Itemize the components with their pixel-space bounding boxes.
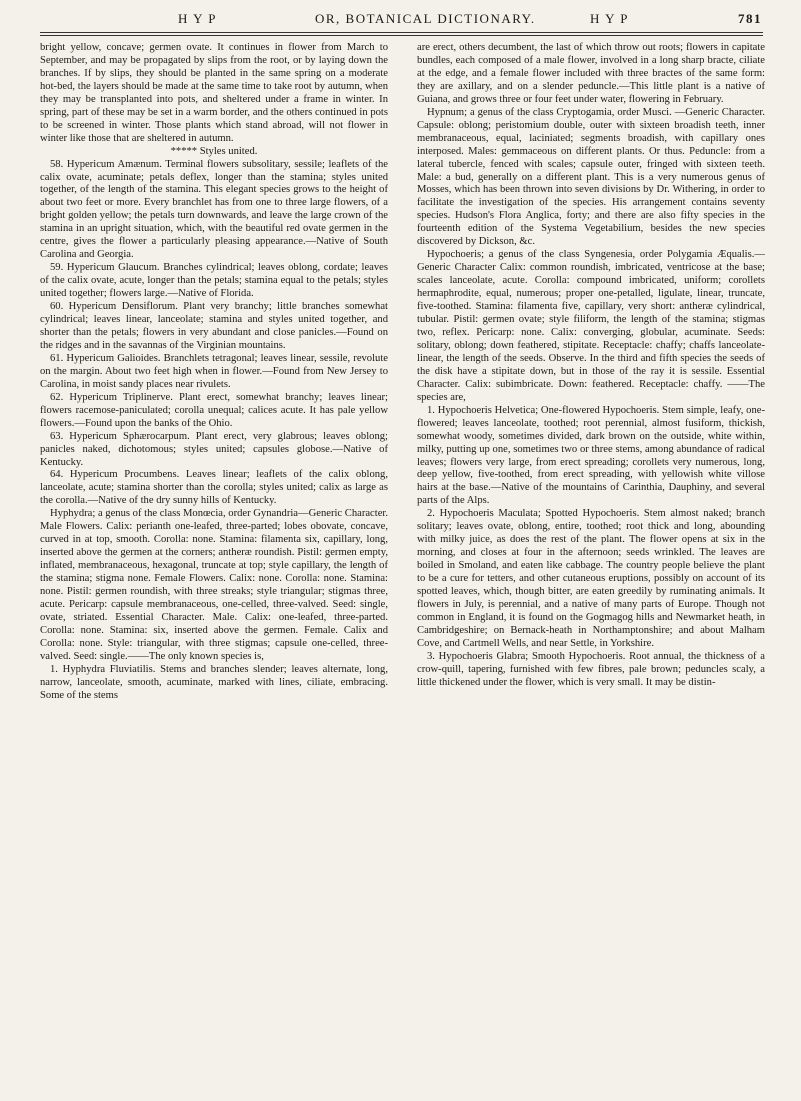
paragraph: 62. Hypericum Triplinerve. Plant erect, somewhat branchy; leaves linear; flowers racemose-paniculated; corolla unequal; calices acute. It has pale yellow flowers.—Found upon the banks of the Ohio. xyxy=(40,391,388,429)
section-heading: ***** Styles united. xyxy=(170,145,258,157)
paragraph: Hypnum; a genus of the class Cryptogamia, order Musci. —Generic Character. Capsule: oblong; peristomium double, outer with sixteen broadish teeth, inner membranaceous, equal, laciniated; segments broadish, with capillary ones interposed. Males: gemmaceous on different plants. Or thus. Peduncle: from a lateral tubercle, fenced with scales; capsule outer, fringed with sixteen teeth. Male: a bud, generally on a different plant. This is a very numerous genus of Mosses, which has been thrown into seven divisions by Dr. Withering, in order to facilitate the investigation of the species. His arrangement contains seventy species. Hudson's Flora Anglica, forty; and there are also fifty species in the fourteenth edition of the Systema Vegetabilium, besides the new species discovered by Dickson, &c. xyxy=(417,106,765,248)
paragraph: 3. Hypochoeris Glabra; Smooth Hypochoeris. Root annual, the thickness of a crow-quill, tapering, furnished with few fibres, pale brown; peduncles scaly, a little thickened under the flower, which is very small. It may be distin- xyxy=(417,650,765,688)
paragraph: Hypochoeris; a genus of the class Syngenesia, order Polygamia Æqualis.—Generic Character Calix: common roundish, imbricated, ventricose at the base; scales lanceolate, acute. Corolla: compound imbricated, uniform; corollets hermaphrodite, equal, numerous; proper one-petalled, ligulate, linear, truncate, five-toothed. Stamina: filamenta five, capillary, very short: antheræ cylindrical, tubular. Pistil: germen ovate; style filiform, the length of the stamina; stigmas two, reflex. Pericarp: none. Calix: converging, globular, acuminate. Seeds: solitary, oblong; down feathered, stipitate. Receptacle: chaffy; chaffs lanceolate-linear, the length of the seeds. Observe. In the third and fifth species the seeds of the disk have a stipitate down, but in those of the ray it is sessile. Essential Character. Calix: subimbricate. Down: feathered. Receptacle: chaffy. ——The species are, xyxy=(417,249,765,403)
paragraph: 2. Hypochoeris Maculata; Spotted Hypochoeris. Stem almost naked; branch solitary; leaves ovate, oblong, entire, toothed; root thick and long, abounding with milky juice, as does the rest of the plant. The flower opens at six in the morning, and closes at four in the afternoon; seeds wrinkled. The leaves are boiled in Smoland, and eaten like cabbage. The country people believe the plant to be a cure for tetters, and other cutaneous eruptions, possibly on account of its spotted leaves, which, though bitter, are eaten greedily by ruminating animals. It flowers in July, is perennial, and a native of many parts of Europe. Though not common in England, it is found on the Gogmagog hills and Newmarket heath, in Cambridgeshire; on Bernack-heath in Northamptonshire; and about Malham Cove, and Cartmell Wells, and near Settle, in Yorkshire. xyxy=(417,508,765,649)
header-right: H Y P xyxy=(590,11,630,26)
paragraph: are erect, others decumbent, the last of which throw out roots; flowers in capitate bundles, each composed of a male flower, involved in a long sharp bracte, ciliate at the edge, and a female flower included with three bractes of the same form: they are axillary, and on a slender peduncle.—This little plant is a native of Guiana, and grows three or four feet under water, flowering in February. xyxy=(417,42,765,105)
paragraph: 63. Hypericum Sphærocarpum. Plant erect, very glabrous; leaves oblong; panicles naked, dichotomous; styles united; capsules globose.—Native of Kentucky. xyxy=(40,430,388,468)
paragraph: 64. Hypericum Procumbens. Leaves linear; leaflets of the calix oblong, lanceolate, acute; stamina shorter than the corolla; styles united; calix as large as the corolla.—Native of the dry sunny hills of Kentucky. xyxy=(40,469,388,507)
paragraph: 59. Hypericum Glaucum. Branches cylindrical; leaves oblong, cordate; leaves of the calix ovate, acute, longer than the petals; stamina equal to the petals; styles united together; flowers large.—Native of Florida. xyxy=(40,262,388,300)
paragraph: 61. Hypericum Galioides. Branchlets tetragonal; leaves linear, sessile, revolute on the margin. About two feet high when in flower.—Found from New Jersey to Carolina, in moist sandy places near rivulets. xyxy=(40,352,388,390)
paragraph: 1. Hypochoeris Helvetica; One-flowered Hypochoeris. Stem simple, leafy, one-flowered; leaves lanceolate, toothed; root perennial, almost fusiform, thickish, somewhat woody, sometimes divided, dark brown on the outside, white within, milky, putting up one, sometimes two or three stems, among abundance of radical leaves; flowers very large, from erect spreading; corollets very numerous, long, deep yellow, five-toothed, from erect spreading, with yellowish white villose hairs at the base.—Native of the mountains of Carinthia, Dauphiny, and several parts of the Alps. xyxy=(417,404,765,507)
paragraph: 1. Hyphydra Fluviatilis. Stems and branches slender; leaves alternate, long, narrow, lanceolate, smooth, acuminate, marked with lines, ciliate, embracing. Some of the stems xyxy=(40,663,388,701)
page-number: 781 xyxy=(738,11,762,26)
paragraph: 58. Hypericum Amænum. Terminal flowers subsolitary, sessile; leaflets of the calix ovate, acuminate; petals deflex, longer than the stamina; styles united together, of the length of the stamina. This elegant species grows to the height of about two feet or more. Every branchlet has from one to three large flowers, of a bright golden yellow; the petals turn downwards, and leave the large crown of the stamina in an upright situation, which, with the beautiful red ovate germen in the centre, gives the flower a particularly pleasing appearance.—Native of South Carolina and Georgia. xyxy=(40,158,388,261)
header-rule xyxy=(40,32,763,36)
left-column xyxy=(40,42,388,1092)
running-header xyxy=(40,8,762,30)
paragraph: 60. Hypericum Densiflorum. Plant very branchy; little branches somewhat cylindrical; leaves linear, lanceolate; stamina and styles united together, and shorter than the petals; flowers in very abundant and close panicles.—Found on the ridges and in the savannas of the Virginian mountains. xyxy=(40,301,388,351)
header-left: H Y P xyxy=(178,11,218,26)
paragraph: bright yellow, concave; germen ovate. It continues in flower from March to September, and may be propagated by slips from the root, or by laying down the branches. If by slips, they should be planted in the same spring on a moderate hot-bed, the layers should be made at the same time to take root by autumn, when they may be transplanted into pots, and sheltered under a frame in winter. In spring, part of these may be set in a warm border, and the others continued in pots to be screened in winter. Those plants which stand abroad, will not flower in winter like those that are sheltered in autumn. xyxy=(40,42,388,144)
header-title: OR, BOTANICAL DICTIONARY. xyxy=(315,11,536,26)
right-column xyxy=(417,42,765,1092)
paragraph: Hyphydra; a genus of the class Monœcia, order Gynandria—Generic Character. Male Flowers. Calix: perianth one-leafed, three-parted; lobes obovate, concave, curved in at top, smooth. Corolla: none. Stamina: filamenta six, capillary, long, inserted above the germen at the corners; antheræ roundish. Pistil: germen empty, inflated, membranaceous, hexagonal, truncate at top; style capillary, the length of the stamina; stigma none. Female Flowers. Calix: none. Corolla: none. Stamina: none. Pistil: germen roundish, with three streaks; style triangular; stigmas three, acute. Pericarp: capsule membranaceous, one-celled, three-valved. Seed: single, ovate, striated. Essential Character. Male. Calix: one-leafed, three-parted. Corolla: none. Stamina: six, inserted above the germen. Female. Calix and Corolla: none. Style: triangular, with three stigmas; capsule one-celled, three-valved. Seed: single.——The only known species is, xyxy=(40,508,388,662)
